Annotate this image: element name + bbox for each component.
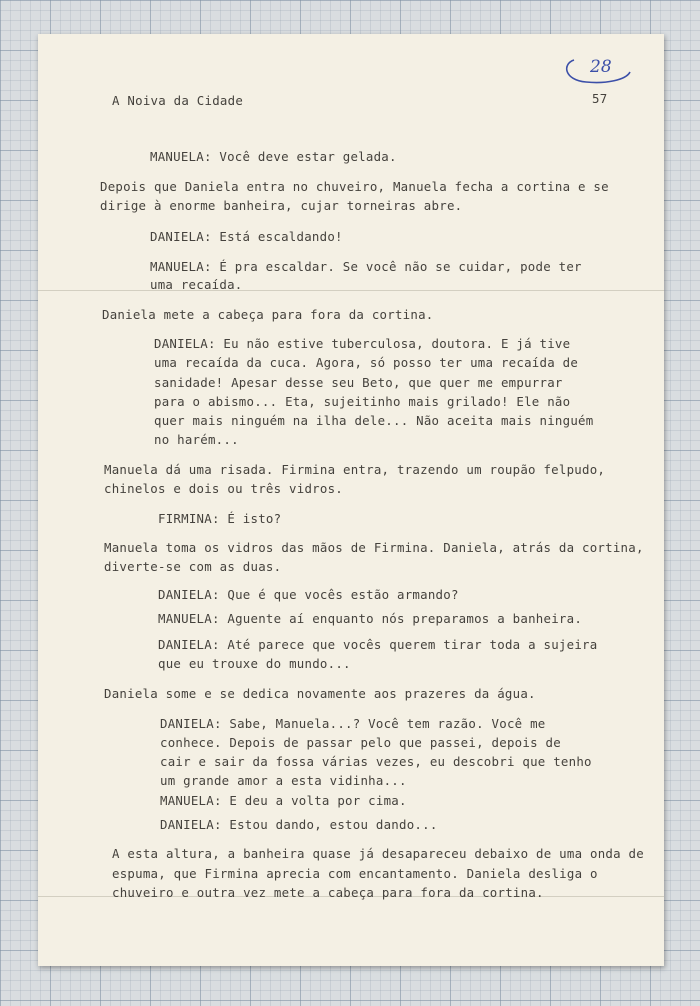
stage-direction-line: chinelos e dois ou três vidros. [104, 481, 344, 496]
stage-direction-line: A esta altura, a banheira quase já desapareceu debaixo de uma onda de [112, 846, 644, 861]
handwritten-circled-number [556, 50, 634, 90]
fold-line [38, 290, 664, 291]
page-number: 57 [592, 91, 608, 106]
stage-direction-line: Depois que Daniela entra no chuveiro, Manuela fecha a cortina e se [100, 179, 609, 194]
dialogue-line: um grande amor a esta vidinha... [160, 773, 407, 788]
dialogue-line: MANUELA: É pra escaldar. Se você não se cuidar, pode ter [150, 259, 582, 274]
dialogue-line: FIRMINA: É isto? [158, 511, 282, 526]
stage-direction-line: Daniela some e se dedica novamente aos prazeres da água. [104, 686, 536, 701]
stage-direction-line: espuma, que Firmina aprecia com encantamento. Daniela desliga o [112, 866, 598, 881]
stage-direction-line: diverte-se com as duas. [104, 559, 282, 574]
stage-direction-line: chuveiro e outra vez mete a cabeça para fora da cortina. [112, 885, 544, 900]
dialogue-line: que eu trouxe do mundo... [158, 656, 351, 671]
stage-direction-line: dirige à enorme banheira, cujar torneiras abre. [100, 198, 463, 213]
dialogue-line: DANIELA: Que é que vocês estão armando? [158, 587, 459, 602]
dialogue-line: MANUELA: E deu a volta por cima. [160, 793, 407, 808]
dialogue-line: DANIELA: Estou dando, estou dando... [160, 817, 438, 832]
dialogue-line: no harém... [154, 432, 239, 447]
dialogue-line: MANUELA: Aguente aí enquanto nós preparamos a banheira. [158, 611, 583, 626]
page-title: A Noiva da Cidade [112, 93, 244, 108]
stage-direction-line: Daniela mete a cabeça para fora da cortina. [102, 307, 434, 322]
dialogue-line: uma recaída da cuca. Agora, só posso ter uma recaída de [154, 355, 579, 370]
dialogue-line: DANIELA: Sabe, Manuela...? Você tem razão. Você me [160, 716, 546, 731]
handwritten-number: 28 [590, 57, 612, 77]
stage-direction-line: Manuela toma os vidros das mãos de Firmina. Daniela, atrás da cortina, [104, 540, 644, 555]
dialogue-line: DANIELA: Eu não estive tuberculosa, doutora. E já tive [154, 336, 571, 351]
dialogue-line: sanidade! Apesar desse seu Beto, que quer me empurrar [154, 375, 563, 390]
dialogue-line: MANUELA: Você deve estar gelada. [150, 149, 397, 164]
dialogue-line: uma recaída. [150, 277, 243, 292]
dialogue-line: conhece. Depois de passar pelo que passei, depois de [160, 735, 561, 750]
handwritten-circle-mark [556, 50, 634, 90]
dialogue-line: cair e sair da fossa várias vezes, eu descobri que tenho [160, 754, 592, 769]
stage-direction-line: Manuela dá uma risada. Firmina entra, trazendo um roupão felpudo, [104, 462, 606, 477]
dialogue-line: DANIELA: Está escaldando! [150, 229, 343, 244]
dialogue-line: DANIELA: Até parece que vocês querem tirar toda a sujeira [158, 637, 598, 652]
dialogue-line: quer mais ninguém na ilha dele... Não aceita mais ninguém [154, 413, 594, 428]
typewritten-page [38, 34, 664, 966]
dialogue-line: para o abismo... Eta, sujeitinho mais grilado! Ele não [154, 394, 571, 409]
